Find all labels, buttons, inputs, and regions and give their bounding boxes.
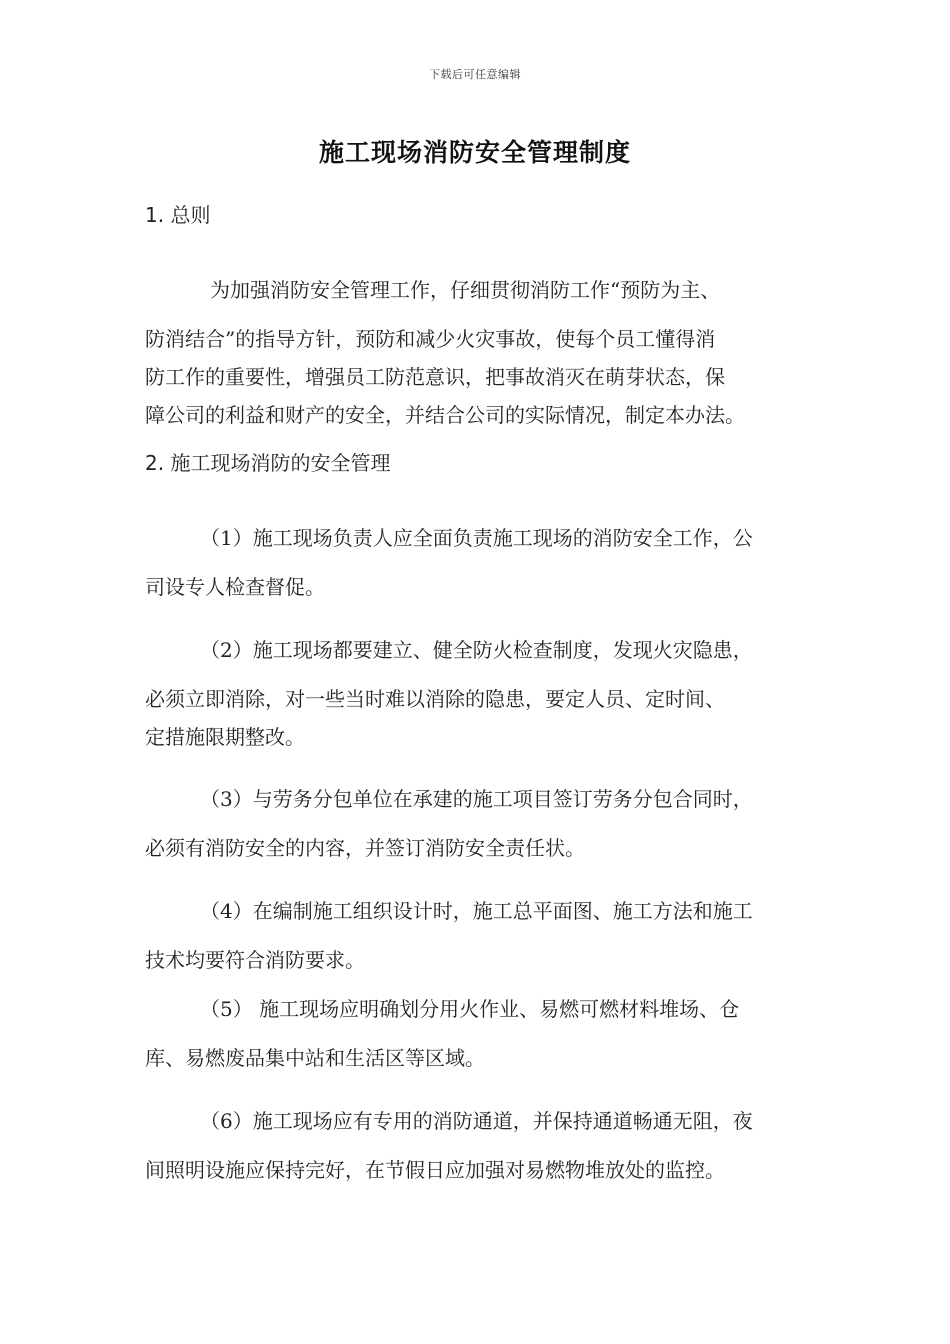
paragraph-line: （3）与劳务分包单位在承建的施工项目签订劳务分包合同时， xyxy=(200,787,753,811)
section-heading-general: 1. 总则 xyxy=(145,203,211,227)
section-heading-site-fire-safety: 2. 施工现场消防的安全管理 xyxy=(145,451,391,475)
paragraph-line: （1）施工现场负责人应全面负责施工现场的消防安全工作，公 xyxy=(200,526,753,550)
paragraph-line: 库、易燃废品集中站和生活区等区域。 xyxy=(145,1046,485,1070)
paragraph-line: 间照明设施应保持完好，在节假日应加强对易燃物堆放处的监控。 xyxy=(145,1158,725,1182)
paragraph-line: （4）在编制施工组织设计时，施工总平面图、施工方法和施工 xyxy=(200,899,753,923)
header-note: 下载后可任意编辑 xyxy=(429,68,521,81)
paragraph-line: 必须立即消除，对一些当时难以消除的隐患，要定人员、定时间、 xyxy=(145,687,725,711)
paragraph-line: 为加强消防安全管理工作，仔细贯彻消防工作“预防为主、 xyxy=(210,278,721,302)
paragraph-line: 司设专人检查督促。 xyxy=(145,575,325,599)
document-title: 施工现场消防安全管理制度 xyxy=(318,138,631,167)
paragraph-line: 防工作的重要性，增强员工防范意识，把事故消灭在萌芽状态，保 xyxy=(145,365,725,389)
paragraph-line: 必须有消防安全的内容，并签订消防安全责任状。 xyxy=(145,836,585,860)
paragraph-line: 障公司的利益和财产的安全，并结合公司的实际情况，制定本办法。 xyxy=(145,403,745,427)
paragraph-line: 技术均要符合消防要求。 xyxy=(145,948,365,972)
paragraph-line: （2）施工现场都要建立、健全防火检查制度，发现火灾隐患， xyxy=(200,638,753,662)
paragraph-line: （5） 施工现场应明确划分用火作业、易燃可燃材料堆场、仓 xyxy=(200,997,740,1021)
paragraph-line: （6）施工现场应有专用的消防通道，并保持通道畅通无阻，夜 xyxy=(200,1109,753,1133)
paragraph-line: 定措施限期整改。 xyxy=(145,725,305,749)
paragraph-line: 防消结合”的指导方针，预防和减少火灾事故，使每个员工懂得消 xyxy=(145,327,716,351)
